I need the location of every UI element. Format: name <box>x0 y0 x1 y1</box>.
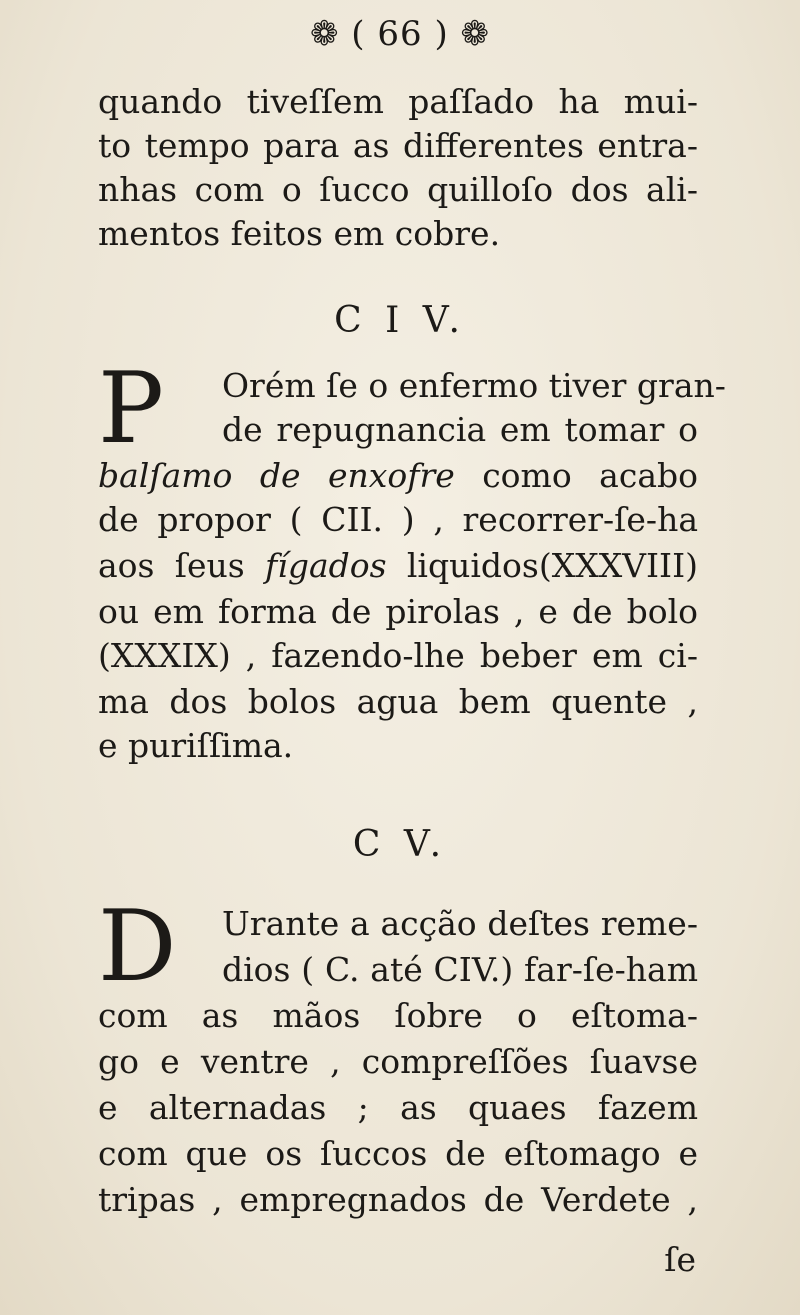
text-line: ma dos bolos agua bem quente , <box>98 682 698 721</box>
italic-text: fígados <box>265 546 387 585</box>
text-line: tripas , empregnados de Verdete , <box>98 1180 698 1219</box>
text-line: nhas com o ſucco quilloſo dos ali- <box>98 170 698 209</box>
text-line: Urante a acção deſtes reme- <box>222 904 698 943</box>
text-line: com as mãos ſobre o eſtoma- <box>98 996 698 1035</box>
text-line: Orém ſe o enfermo tiver gran- <box>222 366 726 405</box>
text-line: balſamo de enxofre como acabo <box>98 456 698 495</box>
text-line: to tempo para as differentes entra- <box>98 126 698 165</box>
text-line: de repugnancia em tomar o <box>222 410 698 449</box>
section-heading: C I V. <box>334 300 466 341</box>
text-line: ou em forma de pirolas , e de bolo <box>98 592 698 631</box>
drop-cap: D <box>98 890 177 1004</box>
text-line: dios ( C. até CIV.) far-ſe-ham <box>222 950 698 989</box>
text-line: e puriſſima. <box>98 726 294 765</box>
text-line: go e ventre , compreſſões ſuavse <box>98 1042 698 1081</box>
text-line: e alternadas ; as quaes fazem <box>98 1088 698 1127</box>
drop-cap: P <box>98 352 164 466</box>
text-line: (XXXIX) , fazendo-lhe beber em ci- <box>98 636 698 675</box>
catchword: ſe <box>664 1240 696 1279</box>
text-line: aos ſeus fígados liquidos(XXXVIII) <box>98 546 698 585</box>
italic-text: balſamo de enxofre <box>98 456 455 495</box>
text-line: com que os ſuccos de eſtomago e <box>98 1134 698 1173</box>
text-line: mentos feitos em cobre. <box>98 214 501 253</box>
section-heading: C V. <box>352 824 448 865</box>
text-line: quando tiveſſem paſſado ha mui- <box>98 82 698 121</box>
text-line: de propor ( CII. ) , recorrer-ſe-ha <box>98 500 698 539</box>
page-header: ❁ ( 66 ) ❁ <box>310 14 490 54</box>
